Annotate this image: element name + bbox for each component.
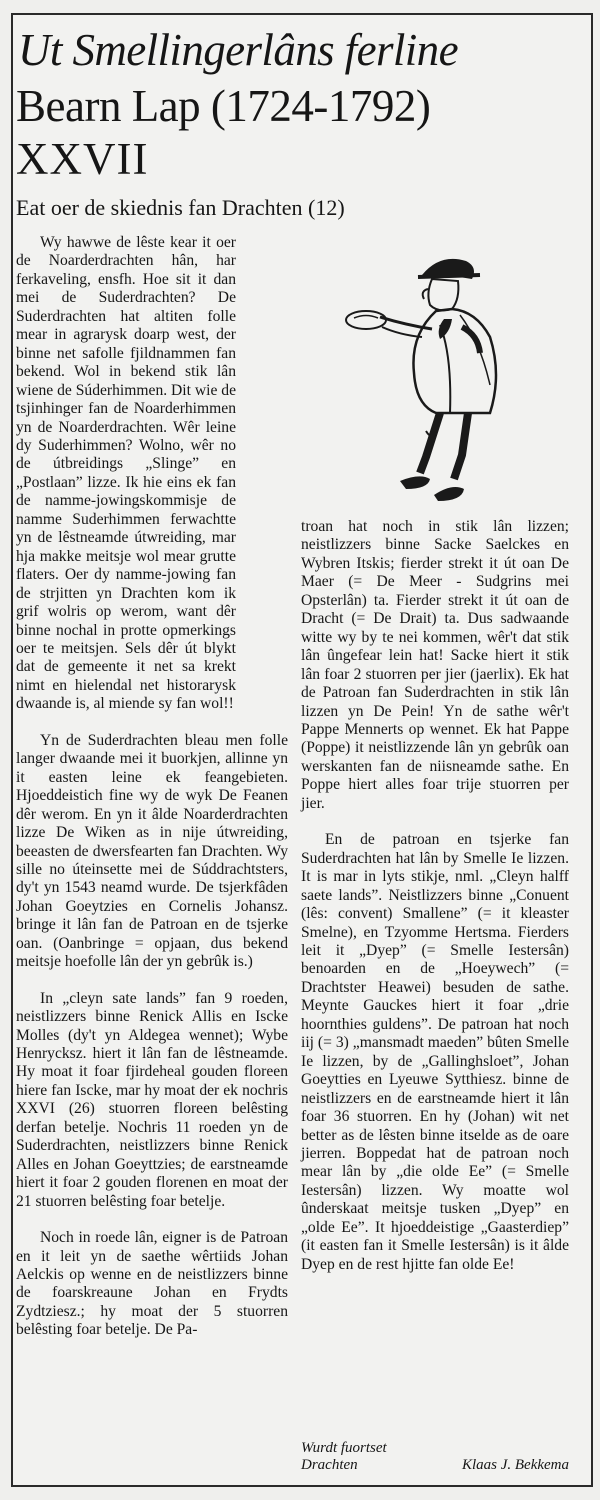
series-title: Ut Smellingerlâns ferline [18, 25, 458, 75]
figure-illustration [340, 245, 520, 510]
byline-place: Drachten [301, 1457, 358, 1473]
column-left [16, 234, 288, 1358]
paragraph-5: En de patroan en tsjerke fan Suderdrachten hat lân by Smelle Ie lizzen. It is mar in lyts stikje, nml. „Cleyn halff saete lands”. Neistlizzers binne „Conuent (lês: convent) Smallene” (= it kleaster Smelne), en Tzyomme Hertsma. Fierders leit it „Dyep” (= Smelle Iestersân) benoarden en de „Hoeywech” (= Drachtster Heawei) besuden de sathe. Meynte Gauckes hiert it foar „drie hoornthies guldens”. De patroan hat noch iij (= 3) „mansmadt maeden” bûten Smelle Ie lizzen, by de „Gallinghsloet”, Johan Goeytties en Lyeuwe Sytthiesz. binne de neistlizzers en de earstneamde hiert it lân foar 36 stuorren. En hy (Johan) wit net better as de lêsten binne itselde as de oare jierren. Boppedat hat de patroan noch mear lân by „die olde Ee” (= Smelle Iestersân) lizzen. Wy moatte wol ûnderskaat meitsje tusken „Dyep” en „olde Ee”. It hjoeddeistige „Gaasterdiep” (it easten fan it Smelle Iestersân) is it âlde Dyep en de rest hjitte fan olde Ee! [301, 831, 569, 1273]
article-headline: Bearn Lap (1724-1792) [16, 81, 431, 131]
part-number: XXVII [16, 134, 149, 184]
paragraph-2: Yn de Suderdrachten bleau men folle langer dwaande mei it buorkjen, allinne yn it easten leine ek feangebieten. Hjoeddeistich fine wy de wyk De Feanen dêr werom. En yn it âlde Noarderdrachten lizze De Wiken as in nije útwreiding, beeasten de dwersfearten fan Drachten. Wy sille no úteinsette mei de Súddrachtsters, dy't yn 1543 neamd wurde. De tsjerkfâden Johan Goeytzies en Cornelis Johansz. bringe it lân fan de Patroan en de tsjerke oan. (Oanbringe = opjaan, dus bekend meitsje hoefolle lân der yn gebrûk is.) [16, 731, 288, 971]
paragraph-1: Wy hawwe de lêste kear it oer de Noarderdrachten hân, har ferkaveling, ensfh. Hoe sit it dan mei de Suderdrachten? De Suderdrachten hat altiten folle mear in agrarysk doarp west, der binne net safolle fjildnammen fan bekend. Wol in bekend stik lân wiene de Súderhimmen. Dit wie de tsjinhinger fan de Noarderhimmen yn de Noarderdrachten. Wêr leine dy Suderhimmen? Wolno, wêr no de útbreidings „Slinge” en „Postlaan” lizze. Ik hie eins ek fan de namme-jowingskommisje de namme Suderhimmen ferwachtte yn de lêstneamde útwreiding, mar hja makke meitsje wol mear grutte flaters. Oer dy namme-jowing fan de strjitten yn Drachten kom ik grif wolris op werom, want dêr binne nochal in protte opmerkings oer te meitsjen. Sels dêr út blykt dat de gemeente it net sa krekt nimt en hielendal net historarysk dwaande is, al miende sy fan wol!! [16, 234, 236, 713]
article-footer [301, 1440, 569, 1474]
paragraph-4-start: Noch in roede lân, eigner is de Patroan en it leit yn de saethe wêrtiids Johan Aelckis op wenne en de neistlizzers binne de foarskreaune Johan en Frydts Zydtziesz.; hy moat der 5 stuorren belêsting foar betelje. De Pa- [16, 1229, 288, 1339]
byline [301, 1457, 569, 1474]
column-right [301, 518, 569, 1292]
paragraph-4-continued: troan hat noch in stik lân lizzen; neistlizzers binne Sacke Saelckes en Wybren Itskis; fierder strekt it út oan De Maer (= De Meer - Sudgrins mei Opsterlân) ta. Fierder strekt it út oan de Dracht (= De Drait) ta. Dus sadwaande witte wy by te nei kommen, wêr't dat stik lân ûngefear lein hat! Sacke hiert it stik lân foar 2 stuorren per jier (jaerlix). Ek hat de Patroan fan Suderdrachten in stik lân lizzen yn De Pein! Yn de sathe wêr't Pappe Mennerts op wennet. Ek hat Pappe (Poppe) it neistlizzende lân yn gebrûk oan werskanten fan de niisneamde sathe. En Poppe hiert alles foar trije stuorren per jier. [301, 518, 569, 812]
article-subtitle: Eat oer de skiednis fan Drachten (12) [16, 195, 345, 220]
paragraph-3: In „cleyn sate lands” fan 9 roeden, neistlizzers binne Renick Allis en Iscke Molles (dy't yn Aldegea wennet); Wybe Henrycksz. hiert it lân fan de lêstneamde. Hy moat it foar fjirdeheal gouden floreen hiere fan Iscke, mar hy moat der ek nochris XXVI (26) stuorren floreen belêsting derfan betelje. Nochris 11 roeden yn de Suderdrachten, neistlizzers binne Renick Alles en Johan Goeyttzies; de earstneamde hiert it foar 2 gouden florenen en moat der 21 stuorren belêsting foar betelje. [16, 989, 288, 1210]
continued-note: Wurdt fuortset [301, 1440, 387, 1456]
byline-author: Klaas J. Bekkema [461, 1457, 569, 1473]
